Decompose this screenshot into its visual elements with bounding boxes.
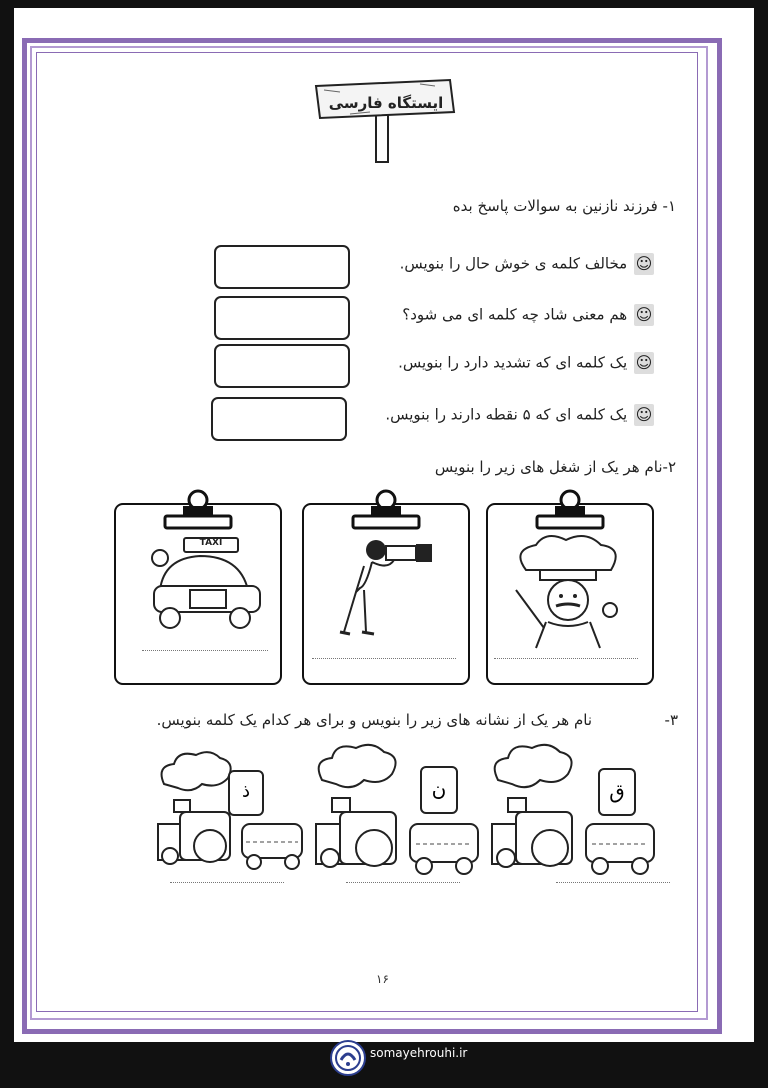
answer-line-photographer[interactable] — [312, 658, 456, 659]
page-heading: ایستگاه فارسی — [328, 94, 444, 112]
site-logo-icon — [330, 1040, 366, 1076]
answer-line-taxi-driver[interactable] — [142, 650, 268, 651]
question-4-text: یک کلمه ای که ۵ نقطه دارند را بنویس. — [385, 405, 628, 424]
section1-title: ۱- فرزند نازنین به سوالات پاسخ بده — [452, 197, 676, 215]
question-3 — [398, 352, 654, 374]
question-3-text: یک کلمه ای که تشدید دارد را بنویس. — [398, 353, 628, 372]
smiley-icon: ☺ — [635, 305, 653, 324]
letter-card-1: ق — [598, 768, 636, 816]
footer-website[interactable]: somayehrouhi.ir — [370, 1046, 468, 1060]
question-1 — [400, 253, 654, 275]
sign-board-illustration — [310, 72, 460, 164]
answer-line-chef[interactable] — [494, 658, 638, 659]
clipboard-clip-icon — [535, 488, 605, 530]
letter-card-2: ن — [420, 766, 458, 814]
question-2 — [402, 304, 654, 326]
train-illustration — [312, 740, 484, 878]
taxi-sign-label: TAXI — [199, 538, 223, 548]
page-number: ۱۶ — [376, 972, 389, 986]
answer-line-letter-3[interactable] — [170, 882, 284, 883]
answer-box-1[interactable] — [214, 245, 350, 289]
chef-illustration — [506, 530, 630, 652]
section3-number: ۳- — [664, 711, 678, 729]
answer-box-3[interactable] — [214, 344, 350, 388]
answer-box-2[interactable] — [214, 296, 350, 340]
smiley-icon: ☺ — [635, 405, 653, 424]
section2-title: ۲-نام هر یک از شغل های زیر را بنویس — [434, 458, 676, 476]
clipboard-clip-icon — [163, 488, 233, 530]
answer-line-letter-2[interactable] — [346, 882, 460, 883]
answer-line-letter-1[interactable] — [556, 882, 670, 883]
photographer-illustration — [336, 536, 440, 640]
question-1-text: مخالف کلمه ی خوش حال را بنویس. — [399, 254, 628, 273]
question-4 — [385, 404, 654, 426]
smiley-icon: ☺ — [635, 254, 653, 273]
question-2-text: هم معنی شاد چه کلمه ای می شود؟ — [402, 305, 628, 324]
smiley-icon: ☺ — [635, 353, 653, 372]
letter-card-3: ذ — [228, 770, 264, 816]
answer-box-4[interactable] — [211, 397, 347, 441]
section3-title: نام هر یک از نشانه های زیر را بنویس و برای هر کدام یک کلمه بنویس. — [156, 711, 592, 729]
taxi-illustration — [140, 534, 266, 632]
clipboard-clip-icon — [351, 488, 421, 530]
